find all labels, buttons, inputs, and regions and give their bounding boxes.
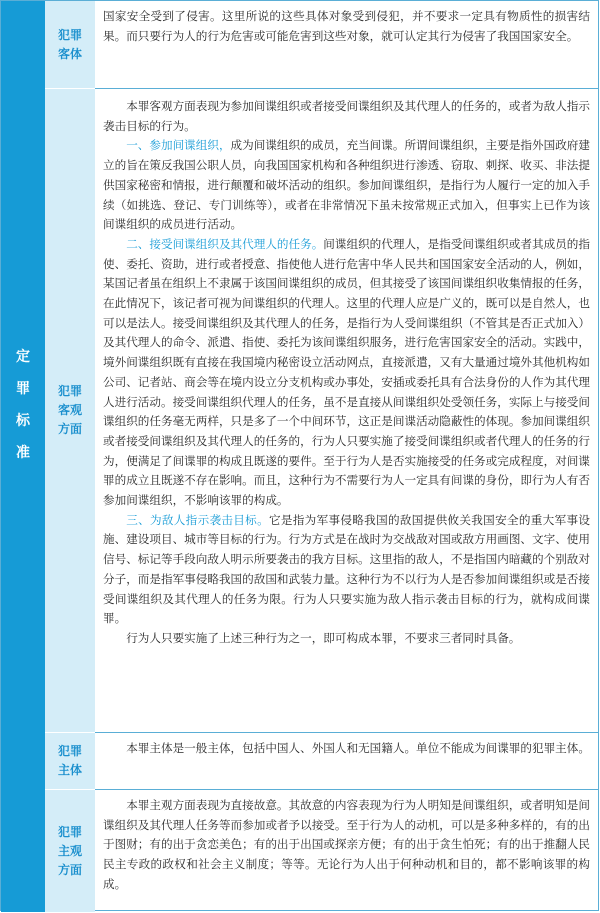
row-label-objective-aspect: 犯罪 客观 方面 — [45, 89, 95, 733]
row-body-subjective-aspect — [95, 790, 598, 912]
objective-item-1-text: 成为间谍组织的成员，充当间谍。所谓间谍组织，主要是指外国政府建立的旨在策反我国公职人员，向我国国家机构和各种组织进行渗透、窃取、刺探、收买、非法提供国家秘密和情报，进行颠覆和破坏活动的组织。参加间谍组织，是指行为人履行一定的加入手续（如挑选、登记、专门训练等），或者在非常情况下虽未按常规正式加入，但事实上已作为该间谍组织的成员进行活动。 — [103, 138, 590, 232]
outer-category-column — [1, 1, 45, 912]
objective-item-1 — [103, 136, 590, 235]
row-label-crime-object: 犯罪 客体 — [45, 1, 95, 89]
row-label-subjective-aspect: 犯罪 主观 方面 — [45, 790, 95, 912]
row-body-objective-aspect — [95, 89, 598, 733]
row-body-crime-object — [95, 1, 598, 89]
objective-item-2-heading: 二、接受间谍组织及其代理人的任务。 — [126, 236, 324, 251]
objective-item-3-heading: 三、为敌人指示袭击目标。 — [126, 512, 269, 527]
objective-closing: 行为人只要实施了上述三种行为之一，即可构成本罪，不要求三者同时具备。 — [126, 630, 521, 645]
objective-item-3-text: 它是指为军事侵略我国的敌国提供攸关我国安全的重大军事设施、建设项目、城市等目标的行为。行为方式是在战时为交战敌对国或敌方用画图、文字、使用信号、标记等手段向敌人明示所要袭击的我方目标。这里指的敌人，不是指国内暗藏的个别敌对分子，而是指军事侵略我国的敌国和武装力量。这种行为不以行为人是否参加间谍组织或是否接受间谍组织及其代理人的任务为限。行为人只要实施为敌人指示袭击目标的行为，就构成间谍罪。 — [103, 512, 590, 626]
outer-category-label: 定 罪 标 准 — [16, 349, 30, 461]
objective-item-2 — [103, 235, 590, 511]
row-body-crime-subject — [95, 733, 598, 790]
objective-intro: 本罪客观方面表现为参加间谍组织或者接受间谍组织及其代理人的任务的，或者为敌人指示袭击目标的行为。 — [103, 99, 590, 133]
subjective-aspect-text: 本罪主观方面表现为直接故意。其故意的内容表现为行为人明知是间谍组织，或者明知是间谍组织及其代理人任务等而参加或者予以接受。至于行为人的动机，可以是多种多样的，有的出于图财；有的出于贪恋美色；有的出于出国或探亲方便；有的出于贪生怕死；有的出于推翻人民民主专政的政权和社会主义制度；等等。无论行为人出于何种动机和目的，都不影响该罪的构成。 — [103, 798, 590, 891]
crime-object-text: 国家安全受到了侵害。这里所说的这些具体对象受到侵犯，并不要求一定具有物质性的损害结果。而只要行为人的行为危害或可能危害到这些对象，就可认定其行为侵害了我国国家安全。 — [103, 9, 590, 43]
objective-item-1-heading: 一、参加间谍组织， — [126, 138, 231, 153]
row-label-crime-subject: 犯罪 主体 — [45, 733, 95, 790]
crime-subject-text: 本罪主体是一般主体，包括中国人、外国人和无国籍人。单位不能成为间谍罪的犯罪主体。 — [126, 741, 590, 755]
objective-item-3 — [103, 511, 590, 629]
objective-item-2-text: 间谍组织的代理人，是指受间谍组织或者其成员的指使、委托、资助，进行或者授意、指使他人进行危害中华人民共和国国家安全活动的人，例如，某国记者虽在组织上不隶属于该国间谍组织的成员，但其接受了该国间谍组织收集情报的任务，在此情况下，该记者可视为间谍组织的代理人。这里的代理人应是广义的，既可以是自然人，也可以是法人。接受间谍组织及其代理人的任务，是指行为人受间谍组织（不管其是否正式加入）及其代理人的命令、派遣、指使、委托为该间谍组织服务，进行危害国家安全的活动。实践中，境外间谍组织既有直接在我国境内秘密设立活动网点，直接派遣，又有大量通过境外其他机构如公司、记者站、商会等在境内设立分支机构或办事处，安插或委托具有合法身份的人作为其代理人进行活动。接受间谍组织代理人的任务，虽不是直接从间谍组织处受领任务，实际上与接受间谍组织的任务毫无两样，只是多了一个中间环节，这正是间谍活动隐蔽性的体现。参加间谍组织或者接受间谍组织及其代理人的任务的，行为人只要实施了接受间谍组织或者代理人的任务的行为，便满足了间谍罪的构成且既遂的要件。至于行为人是否实施接受的任务或完成程度，对间谍罪的成立且既遂不存在影响。而且，这种行为不需要行为人一定具有间谍的身份，即行为人有否参加间谍组织，不影响该罪的构成。 — [103, 236, 590, 508]
